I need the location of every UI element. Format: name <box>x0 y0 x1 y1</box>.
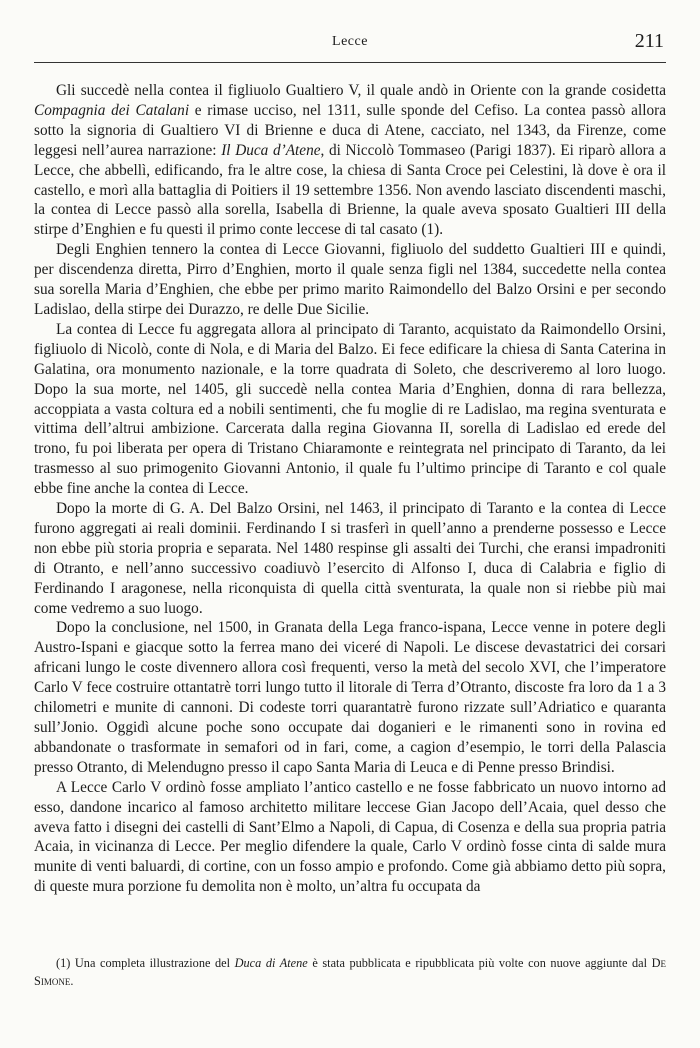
paragraph <box>34 240 666 320</box>
italic-title: Il Duca d’Atene <box>221 141 321 159</box>
text-run: , di Niccolò Tommaseo (Parigi 1837). Ei riparò allora a Lecce, che abbellì, edificando, fra le altre cose, la chiesa di Santa Croce pei Celestini, là dove è ora il castello, e morì alla battaglia di Poitiers il 19 settembre 1356. Non avendo lasciato discendenti maschi, la contea di Lecce passò alla sorella, Isabella di Brienne, la quale aveva sposato Gualtieri III della stirpe d’Enghien e fu questi il primo conte leccese di tal casato (1). <box>34 141 666 239</box>
italic-title: Duca di Atene <box>234 956 308 970</box>
footnote <box>34 954 666 990</box>
text-run: è stata pubblicata e ripubblicata più volte con nuove aggiunte dal <box>307 956 652 970</box>
text-run: Gli succedè nella contea il figliuolo Gualtiero V, il quale andò in Oriente con la grande cosidetta <box>56 82 666 99</box>
body-text <box>34 81 666 897</box>
text-run: Degli Enghien tennero la contea di Lecce Giovanni, figliuolo del suddetto Gualtieri III e quindi, per discendenza diretta, Pirro d’Enghien, morto il quale senza figli nel 1384, succedette nella contea sua sorella Maria d’Enghien, che ebbe per primo marito Raimondello del Balzo Orsini e per secondo Ladislao, della stirpe dei Durazzo, re delle Due Sicilie. <box>34 241 666 318</box>
text-run: A Lecce Carlo V ordinò fosse ampliato l’antico castello e ne fosse fabbricato un nuovo intorno ad esso, dandone incarico al famoso architetto militare leccese Gian Jacopo dell’Acaia, quel desso che aveva fatto i disegni dei castelli di Sant’Elmo a Napoli, di Capua, di Cosenza e della sua propria patria Acaia, in vicinanza di Lecce. Per meglio difendere la quale, Carlo V ordinò fosse cinta di salde mura munite di venti baluardi, di cortine, con un fosso ampio e profondo. Come già abbiamo detto più sopra, di queste mura porzione fu demolita non è molto, un’altra fu occupata da <box>34 778 666 896</box>
italic-title: Compagnia dei Catalani <box>34 101 190 119</box>
footnotes <box>34 954 666 990</box>
page-number: 211 <box>634 30 664 52</box>
text-run: e rimase ucciso, nel 1311, sulle sponde del Cefiso. La contea passò allora sotto la signoria di Gualtiero VI di Brienne e duca di Atene, cacciato, nel 1343, da Firenze, come leggesi nell’aurea narrazione: <box>34 101 666 159</box>
text-run: Dopo la morte di G. A. Del Balzo Orsini, nel 1463, il principato di Taranto e la contea di Lecce furono aggregati ai reali dominii. Ferdinando I si trasferì in quell’anno a prenderne possesso e Lecce non ebbe più storia propria e separata. Nel 1480 respinse gli assalti dei Turchi, che eransi impadroniti di Otranto, e nell’anno successivo coadiuvò l’esercito di Alfonso I, duca di Calabria e figlio di Ferdinando I aragonese, nella riconquista di quella città sventurata, la quale non si riebbe più mai come vedremo a suo luogo. <box>34 500 666 617</box>
paragraph <box>34 499 666 618</box>
text-run: . <box>70 974 74 988</box>
text-run: La contea di Lecce fu aggregata allora al principato di Taranto, acquistato da Raimondello Orsini, figliuolo di Nicolò, conte di Nola, e di Maria del Balzo. Ei fece edificare la chiesa di Santa Caterina in Galatina, ora monumento nazionale, e la torre quadrata di Soleto, che descriveremo al loro luogo. Dopo la sua morte, nel 1405, gli succedè nella contea Maria d’Enghien, donna di rara bellezza, accoppiata a vasta coltura ed a nobili sentimenti, che fu moglie di re Ladislao, ma regina sventurata e vittima dell’altrui ambizione. Carcerata dalla regina Giovanna II, sorella di Ladislao ed erede del trono, fu poi liberata per opera di Tristano Chiaramonte e reintegrata nel principato di Taranto, da lei trasmesso al suo primogenito Giovanni Antonio, il quale fu l’ultimo principe di Taranto e col quale ebbe fine anche la contea di Lecce. <box>34 320 666 498</box>
paragraph <box>34 618 666 777</box>
paragraph <box>34 778 666 897</box>
running-title: Lecce <box>332 34 368 49</box>
header-rule <box>34 62 666 63</box>
page <box>34 30 666 897</box>
text-run: Dopo la conclusione, nel 1500, in Granata della Lega franco-ispana, Lecce venne in potere degli Austro-Ispani e giacque sotto la ferrea mano dei viceré di Napoli. Le discese devastatrici dei corsari africani lungo le coste divennero allora così frequenti, verso la metà del secolo XVI, che l’imperatore Carlo V fece costruire ottantatrè torri lungo tutto il litorale di Terra d’Otranto, discoste fra loro da 1 a 3 chilometri e munite di cannoni. Di codeste torri quarantatrè furono rizzate sull’Adriatico e quaranta sull’Jonio. Oggidì alcune poche sono occupate dai doganieri e le rimanenti sono in rovina ed abbandonate o trasformate in semafori od in fari, come, a cagion d’esempio, le torri della Palascia presso Otranto, di Melendugno presso il capo Santa Maria di Leuca e di Penne presso Brindisi. <box>34 619 666 776</box>
author-name: De Simone <box>34 956 666 988</box>
paragraph <box>34 81 666 240</box>
paragraph <box>34 320 666 499</box>
page-header <box>34 30 666 58</box>
text-run: (1) Una completa illustrazione del <box>56 956 235 970</box>
